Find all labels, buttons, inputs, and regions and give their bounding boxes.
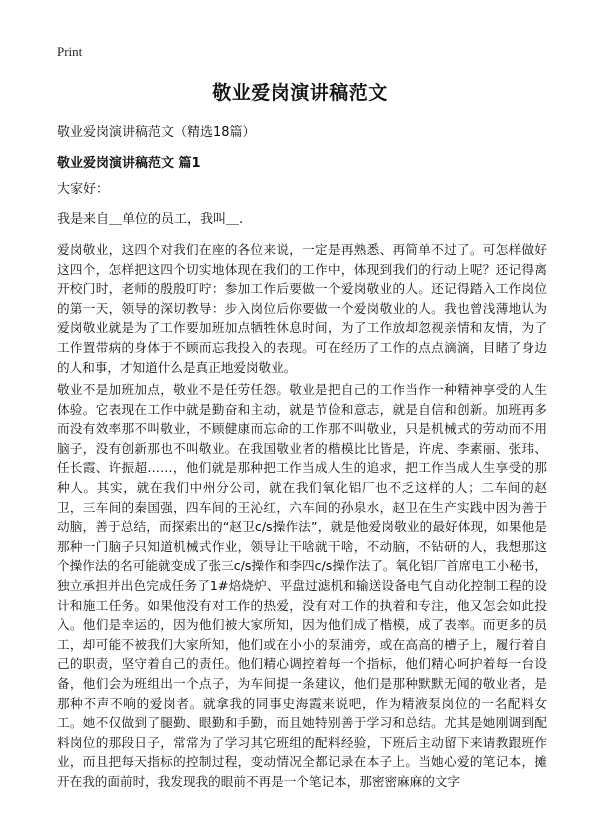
greeting-text: 大家好：	[57, 182, 110, 197]
paragraph-2: 敬业不是加班加点，敬业不是任劳任怨。敬业是把自己的工作当作一种精神享受的人生体验。它表现在工作中就是勤奋和主动，就是节俭和意志，就是自信和创新。加班再多而没有效率那不叫敬业，不顾健康而忘命的工作那不叫敬业，只是机械式的劳动而不用脑子，没有创新那也不叫敬业。在我国敬业者的楷模比比皆是，许虎、李素丽、张玮、任长霞、许振超……，他们就是那种把工作当成人生的追求，把工作当成人生享受的那种人。其实，就在我们中州分公司，就在我们氧化铝厂也不乏这样的人；二车间的赵卫，三车间的秦国强，四车间的王沁红，六车间的孙泉水，赵卫在生产实践中因为善于动脑，善于总结，而探索出的“赵卫c/s操作法”，就是他爱岗敬业的最好体现，如果他是那种一门脑子只知道机械式作业，领导让干啥就干啥，不动脑，不钻研的人，我想那这个操作法的名可能就变成了张三c/s操作和李四c/s操作法了。氧化铝厂首席电工小秘书，独立承担并出色完成任务了1#焙烧炉、平盘过滤机和输送设备电气自动化控制工程的设计和施工任务。如果他没有对工作的热爱，没有对工作的执着和专注，他又怎会如此投入。他们是幸运的，因为他们被大家所知，因为他们成了楷模，成了表率。而更多的员工，却可能不被我们大家所知，他们或在小小的泵浦旁，或在高高的槽子上，履行着自己的职责，坚守着自己的责任。他们精心调控着每一个指标，他们精心呵护着每一台设备，他们会为班组出一个点子，为车间提一条建议，他们是那种默默无闻的敬业者，是那种不声不响的爱岗者。就拿我的同事史海霞来说吧，作为精液泵岗位的一名配料女工。她不仅做到了腿勤、眼勤和手勤，而且她特别善于学习和总结。尤其是她刚调到配料岗位的那段日子，常常为了学习其它班组的配料经验，下班后主动留下来请教跟班作业，而且把每天指标的控制过程，变动情况全都记录在本子上。当她心爱的笔记本，摊开在我的面前时，我发现我的眼前不再是一个笔记本，那密密麻麻的文字	[57, 382, 547, 789]
intro-text: 我是来自＿单位的员工，我叫＿.	[57, 212, 244, 227]
document-subtitle: 敬业爱岗演讲稿范文（精选18篇）	[57, 125, 256, 140]
page-title: 敬业爱岗演讲稿范文	[212, 82, 388, 104]
paragraph-1: 爱岗敬业，这四个对我们在座的各位来说，一定是再熟悉、再简单不过了。可怎样做好这四个，怎样把这四个切实地体现在我们的工作中，体现到我们的行动上呢？还记得离开校门时，老师的殷殷叮咛：参加工作后要做一个爱岗敬业的人。还记得踏入工作岗位的第一天，领导的深切教导：步入岗位后你要做一个爱岗敬业的人。我也曾浅薄地认为爱岗敬业就是为了工作要加班加点牺牲休息时间，为了工作放却忽视亲情和友情，为了工作置带病的身体于不顾而忘我投入的表现。可在经历了工作的点点滴滴，目睹了身边的人和事，才知道什么是真正地爱岗敬业。	[57, 242, 547, 375]
print-link[interactable]: Print	[57, 44, 83, 59]
section-heading: 敬业爱岗演讲稿范文 篇1	[57, 156, 201, 171]
